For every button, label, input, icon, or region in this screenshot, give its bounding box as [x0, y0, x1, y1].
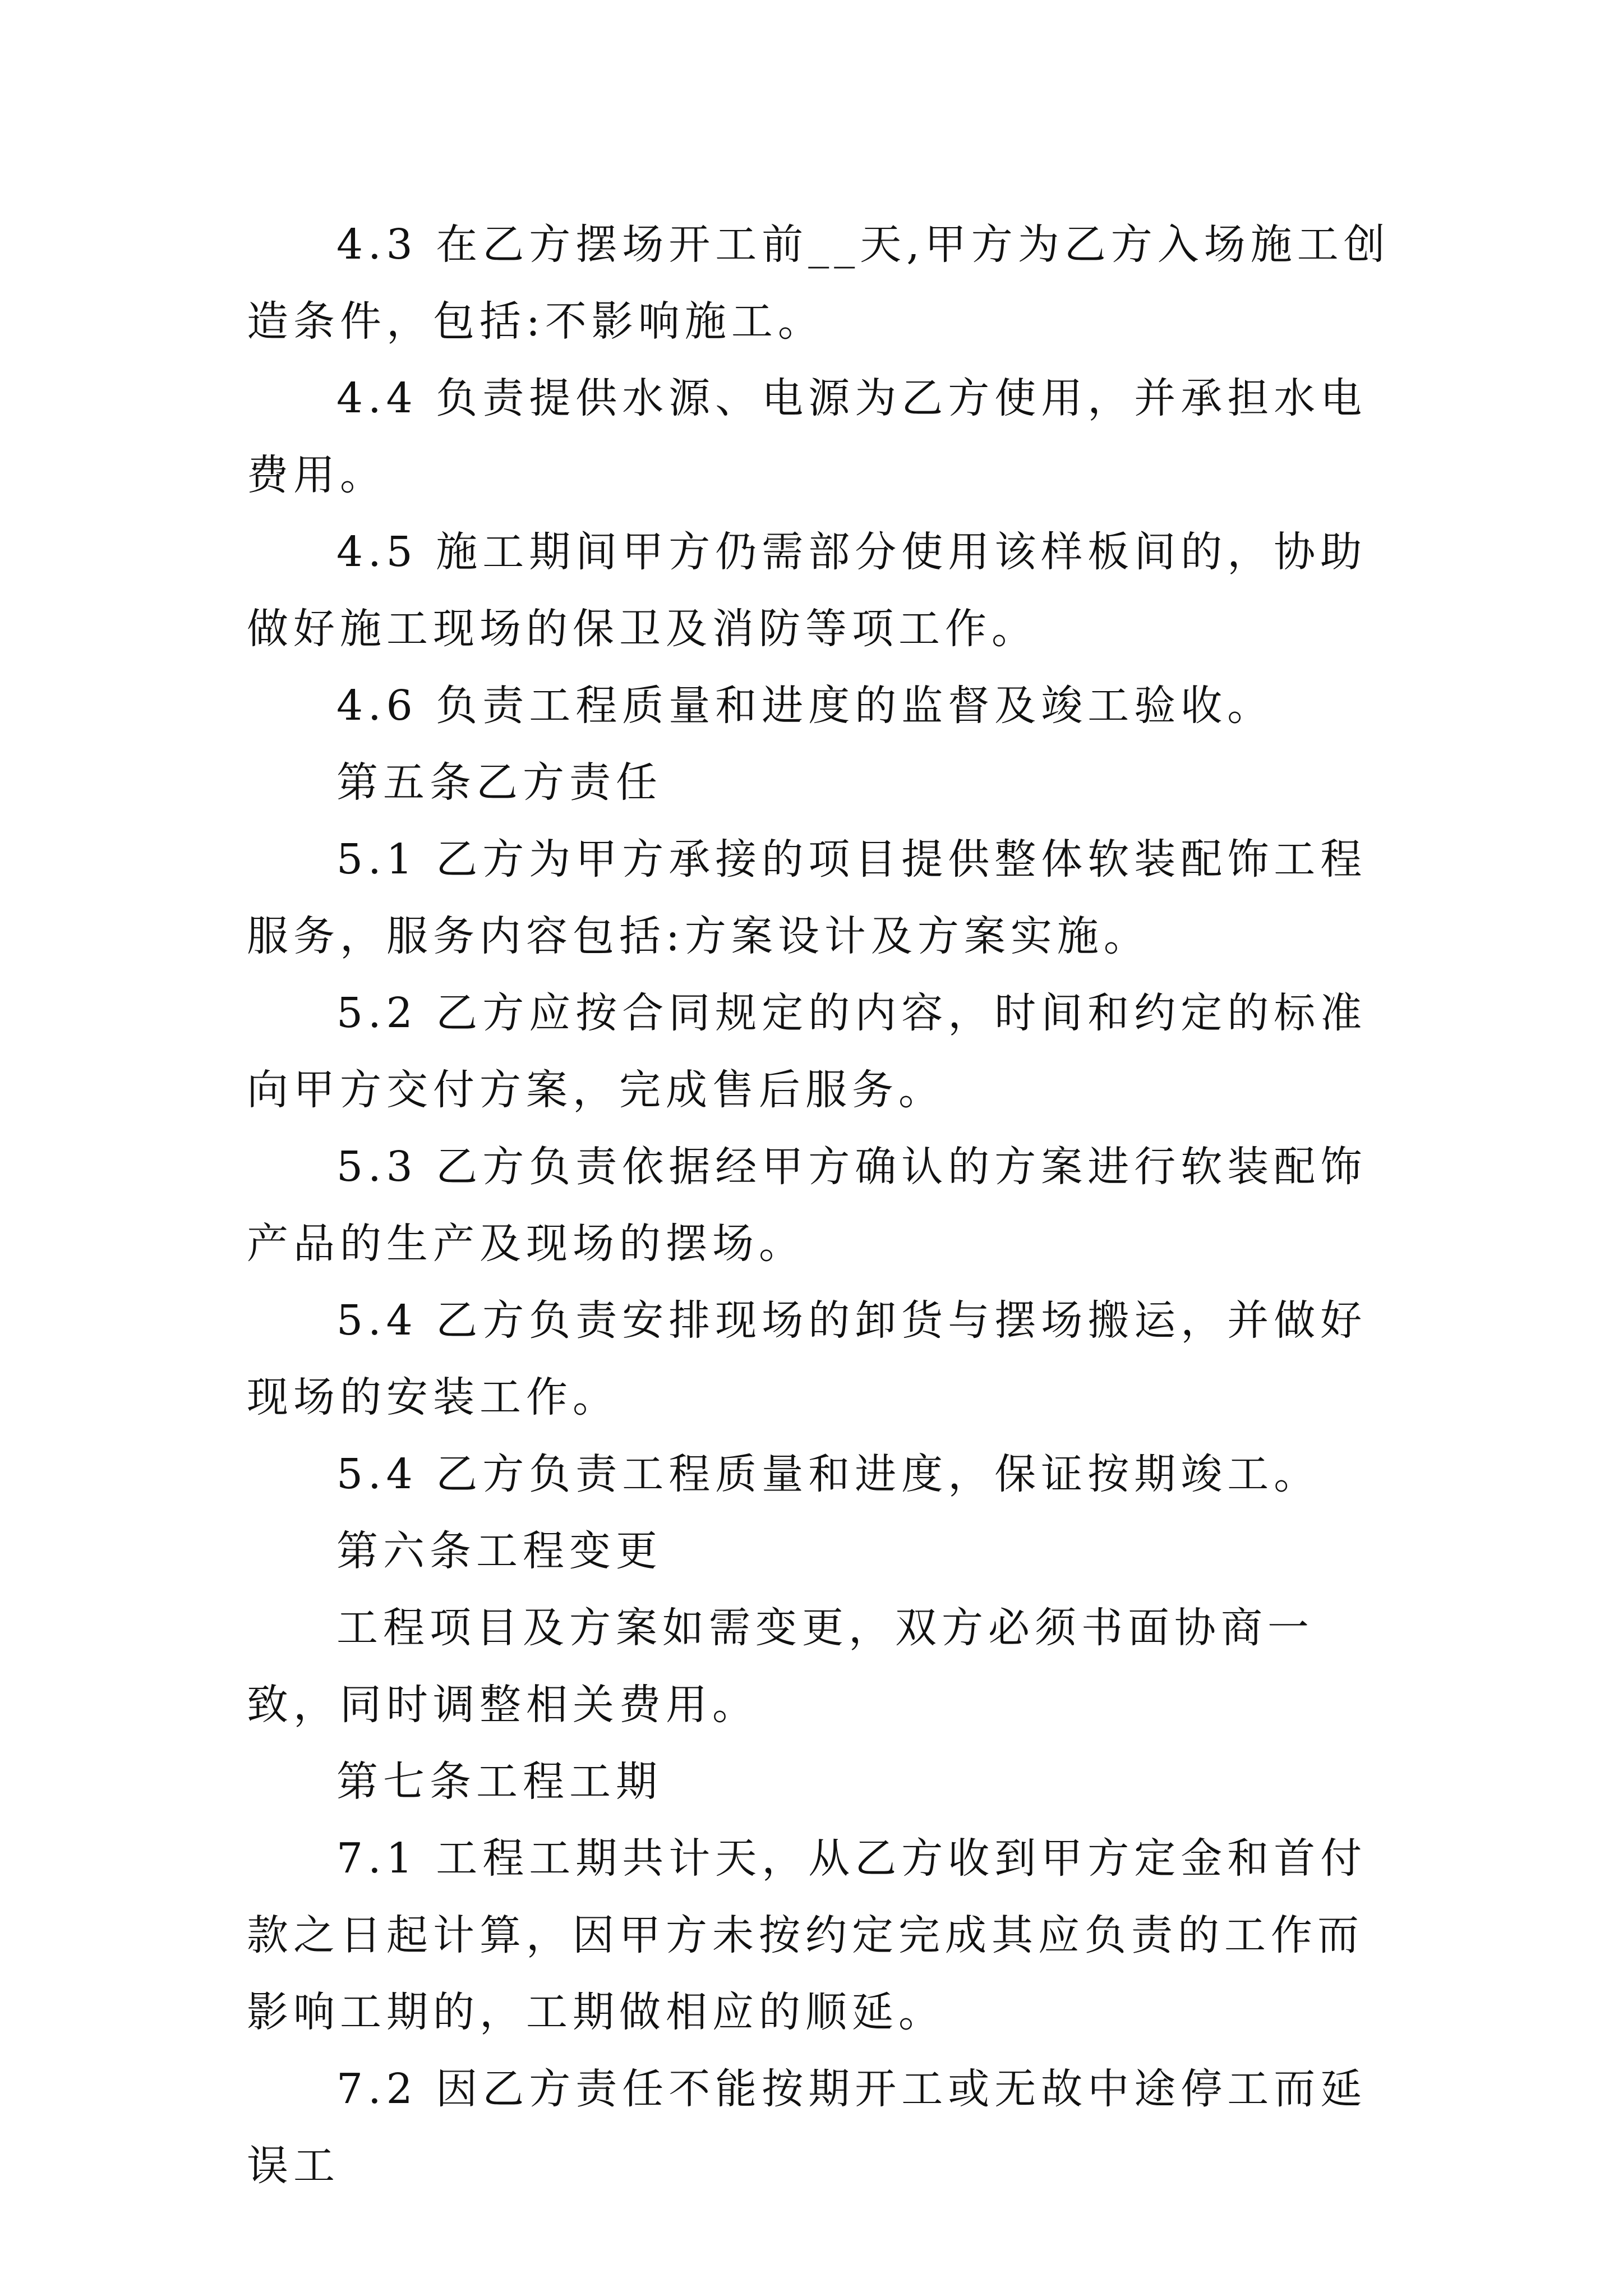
paragraph-4-4: 4.4 负责提供水源、电源为乙方使用，并承担水电费用。 [247, 374, 1367, 499]
paragraph-5-1: 5.1 乙方为甲方承接的项目提供整体软装配饰工程服务，服务内容包括:方案设计及方案实施。 [247, 835, 1367, 960]
paragraph-5-2: 5.2 乙方应按合同规定的内容，时间和约定的标准向甲方交付方案，完成售后服务。 [247, 989, 1367, 1114]
paragraph-4-6: 4.6 负责工程质量和进度的监督及竣工验收。 [336, 682, 1274, 730]
paragraph-7-1: 7.1 工程工期共计天，从乙方收到甲方定金和首付款之日起计算，因甲方未按约定完成其应负责的工作而影响工期的，工期做相应的顺延。 [247, 1834, 1367, 2036]
section-heading-article-5: 第五条乙方责任 [336, 758, 662, 807]
paragraph-5-4-a: 5.4 乙方负责安排现场的卸货与摆场搬运，并做好现场的安装工作。 [247, 1296, 1367, 1421]
paragraph-4-3: 4.3 在乙方摆场开工前__天,甲方为乙方入场施工创造条件，包括:不影响施工。 [247, 220, 1390, 346]
paragraph-5-3: 5.3 乙方负责依据经甲方确认的方案进行软装配饰产品的生产及现场的摆场。 [247, 1143, 1367, 1268]
paragraph-7-2: 7.2 因乙方责任不能按期开工或无故中途停工而延误工 [247, 2065, 1367, 2190]
paragraph-4-5: 4.5 施工期间甲方仍需部分使用该样板间的，协助做好施工现场的保卫及消防等项工作。 [247, 528, 1367, 653]
document-body [247, 206, 1391, 2205]
paragraph-5-4-b: 5.4 乙方负责工程质量和进度，保证按期竣工。 [336, 1450, 1321, 1498]
paragraph-article-6: 工程项目及方案如需变更，双方必须书面协商一致，同时调整相关费用。 [247, 1604, 1314, 1729]
section-heading-article-6: 第六条工程变更 [336, 1527, 662, 1575]
section-heading-article-7: 第七条工程工期 [336, 1757, 662, 1806]
